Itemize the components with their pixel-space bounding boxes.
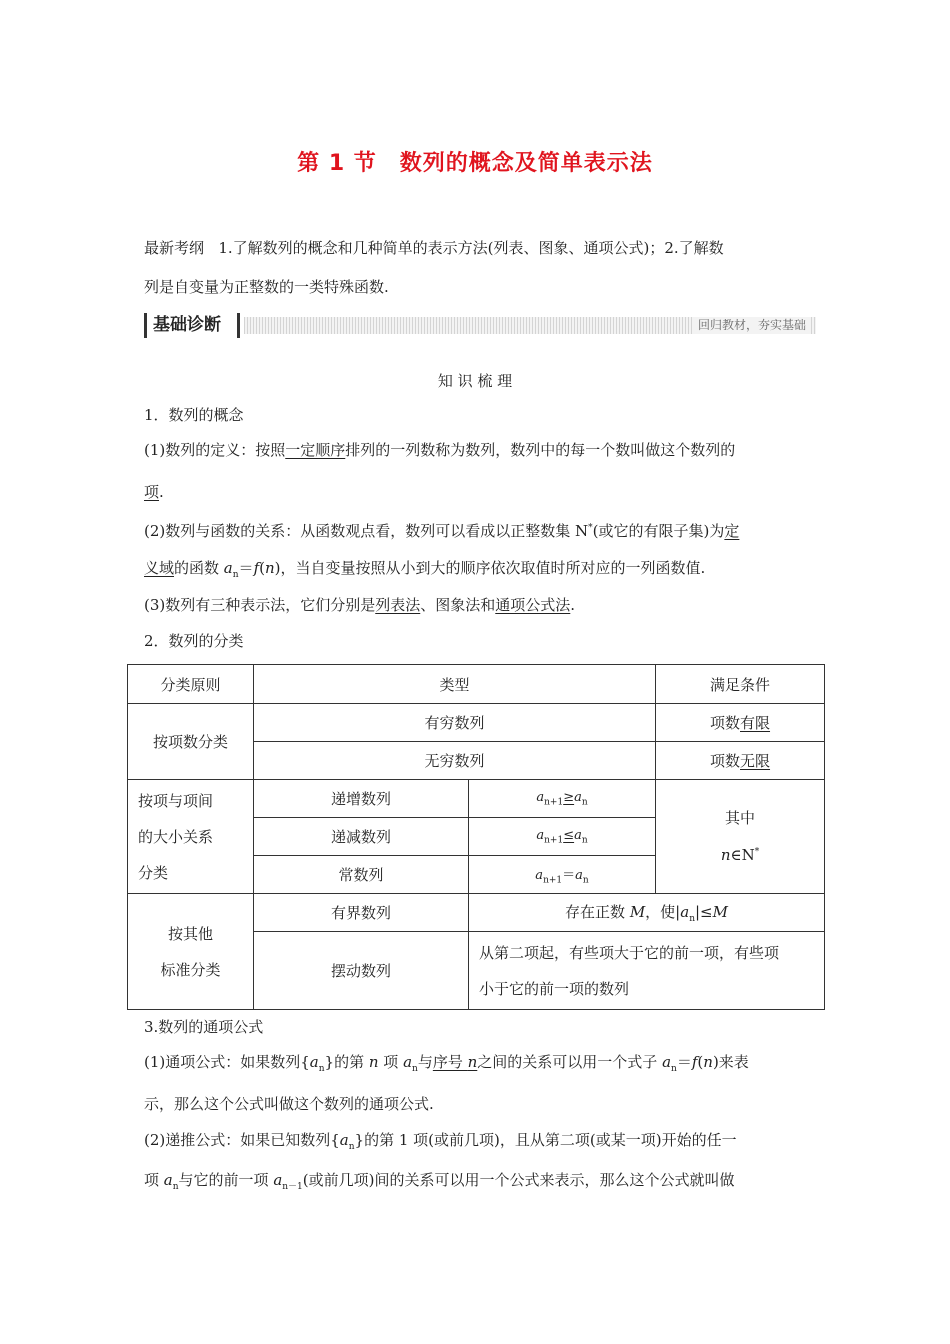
answer-blank: 一定顺序 <box>285 441 346 459</box>
table-row <box>128 704 825 742</box>
answer-blank: ≤ <box>563 827 575 843</box>
text: ，使| <box>645 903 681 921</box>
section-heading: 知 识 梳 理 <box>437 372 513 390</box>
answer-blank: 列表法 <box>375 596 421 614</box>
superscript: * <box>588 523 593 533</box>
math-symbol: n <box>467 1053 478 1071</box>
math-symbol: a <box>536 827 545 843</box>
text: 项数 <box>710 714 741 732</box>
cond-increasing <box>469 780 656 818</box>
answer-blank: 无限 <box>740 752 771 770</box>
sec3-heading: 3.数列的通项公式 <box>144 1018 264 1036</box>
answer-blank: 定 <box>724 522 740 540</box>
sec3-p1-line2: 示，那么这个公式叫做这个数列的通项公式. <box>144 1095 434 1113</box>
text: 从第二项起，有些项大于它的前一项，有些项 <box>479 943 780 962</box>
sec3-p2-line2 <box>144 1170 735 1197</box>
type-infinite: 无穷数列 <box>254 742 656 780</box>
text <box>656 835 824 872</box>
outline-line-2: 列是自变量为正整数的一类特殊函数. <box>144 278 389 296</box>
banner-tagline: 回归教材，夯实基础 <box>694 317 810 334</box>
subscript: n <box>412 1064 418 1074</box>
cond-note <box>656 780 825 894</box>
math-symbol: f <box>691 1053 698 1071</box>
math-symbol: a <box>574 827 582 843</box>
sec1-p1-line2 <box>144 482 164 502</box>
sec1-heading: 1．数列的概念 <box>144 406 244 424</box>
header-principle: 分类原则 <box>128 665 254 704</box>
table-row <box>128 780 825 818</box>
text: }的第 <box>324 1053 369 1071</box>
page-title: 第 1 节 数列的概念及简单表示法 <box>297 151 653 176</box>
outline-text-1: 1.了解数列的概念和几种简单的表示方法(列表、图象、通项公式)；2.了解数 <box>218 239 724 257</box>
text: ＝ <box>562 867 576 883</box>
math-symbol: a <box>403 1053 413 1071</box>
math-symbol: a <box>575 867 583 883</box>
text: (1)数列的定义：按照 <box>144 441 286 459</box>
type-oscillating: 摆动数列 <box>254 932 469 1010</box>
text: ∈N <box>730 846 755 864</box>
subscript: n <box>232 570 239 580</box>
answer-blank: 义域 <box>144 559 175 577</box>
type-constant: 常数列 <box>254 856 469 894</box>
sec1-p2-line1 <box>144 518 739 541</box>
math-symbol: n <box>368 1053 379 1071</box>
text: (2)递推公式：如果已知数列{ <box>144 1131 340 1149</box>
cond-infinite <box>656 742 825 780</box>
text: 之间的关系可以用一个式子 <box>477 1053 663 1071</box>
math-symbol: a <box>339 1131 349 1149</box>
subscript: n+1 <box>544 835 564 846</box>
text: (1)通项公式：如果数列{ <box>144 1053 310 1071</box>
math-symbol: n <box>264 559 275 577</box>
text: 按其他 <box>167 924 213 943</box>
text: (或它的有限子集)为 <box>592 522 725 540</box>
text: 与 <box>417 1053 433 1071</box>
text: 小于它的前一项的数列 <box>479 979 630 998</box>
text: 的函数 <box>174 559 224 577</box>
type-decreasing: 递减数列 <box>254 818 469 856</box>
text: (3)数列有三种表示法，它们分别是 <box>144 596 376 614</box>
section-banner <box>144 313 816 338</box>
math-symbol: a <box>536 789 545 805</box>
sec3-p2-line1 <box>144 1130 737 1157</box>
math-symbol: a <box>273 1171 283 1189</box>
cond-bounded <box>469 894 825 932</box>
math-symbol: n <box>703 1053 713 1071</box>
answer-blank: ≥ <box>563 789 575 805</box>
header-condition: 满足条件 <box>656 665 825 704</box>
text: 来表 <box>718 1053 749 1071</box>
text: 的大小关系 <box>138 827 214 846</box>
subscript: n <box>318 1064 325 1074</box>
text: 按项与项间 <box>138 791 214 810</box>
text: ＝ <box>238 559 254 577</box>
group-label-count: 按项数分类 <box>128 704 254 780</box>
text: ) <box>712 1053 719 1071</box>
cond-oscillating <box>469 932 825 1010</box>
superscript: * <box>754 847 760 857</box>
table-row <box>128 665 825 704</box>
answer-blank: 有限 <box>740 714 771 732</box>
sec1-p3 <box>144 595 575 615</box>
text: ＝ <box>676 1053 692 1071</box>
text: 与它的前一项 <box>178 1171 274 1189</box>
math-symbol: a <box>309 1053 319 1071</box>
subscript: n+1 <box>543 875 563 886</box>
math-symbol: a <box>223 559 233 577</box>
math-symbol: M <box>712 903 728 921</box>
subscript: n <box>348 1142 355 1152</box>
text: ，当自变量按照从小到大的顺序依次取值时所对应的一列函数值. <box>280 559 706 577</box>
subscript: n <box>581 835 588 846</box>
text: (2)数列与函数的关系：从函数观点看，数列可以看成以正整数集 N <box>144 522 589 540</box>
group-label-monotone <box>128 780 254 894</box>
group-label-other <box>128 894 254 1010</box>
text: 项 <box>378 1053 404 1071</box>
outline-label: 最新考纲 <box>144 239 205 257</box>
math-symbol: a <box>680 903 690 921</box>
cond-constant <box>469 856 656 894</box>
type-finite: 有穷数列 <box>254 704 656 742</box>
text: 其中 <box>725 809 756 827</box>
text: (或前几项)间的关系可以用一个公式来表示，那么这个公式就叫做 <box>302 1171 735 1189</box>
cond-decreasing <box>469 818 656 856</box>
text: . <box>159 483 164 501</box>
subscript: n <box>581 797 588 808</box>
math-symbol: a <box>662 1053 672 1071</box>
table-row <box>128 894 825 932</box>
sec3-p1-line1 <box>144 1052 749 1079</box>
subscript: n <box>689 914 695 924</box>
subscript: n－1 <box>282 1182 303 1192</box>
sec1-p2-line2 <box>144 558 705 585</box>
text: }的第 1 项(或前几项)，且从第二项(或某一项)开始的任一 <box>354 1131 737 1149</box>
subscript: n+1 <box>544 797 564 808</box>
text: ( <box>259 559 265 577</box>
classification-table <box>127 664 825 1010</box>
banner-label: 基础诊断 <box>144 313 240 338</box>
math-symbol: f <box>253 559 260 577</box>
text: . <box>570 596 576 614</box>
answer-blank: 项 <box>144 483 160 501</box>
subscript: n <box>172 1182 179 1192</box>
text: 、图象法和 <box>420 596 496 614</box>
text: 存在正数 <box>565 903 630 921</box>
text: 排列的一列数称为数列，数列中的每一个数叫做这个数列的 <box>345 441 736 459</box>
math-symbol: a <box>163 1171 173 1189</box>
subscript: n <box>671 1064 677 1074</box>
math-symbol: a <box>535 867 544 883</box>
text: ) <box>274 559 281 577</box>
cond-finite <box>656 704 825 742</box>
text: 项数 <box>710 752 741 770</box>
text: 项 <box>144 1171 164 1189</box>
math-symbol: n <box>720 846 731 864</box>
answer-blank: 通项公式法 <box>495 596 571 614</box>
subscript: n <box>582 875 589 886</box>
text: |≤ <box>694 903 713 921</box>
text: 分类 <box>138 863 169 882</box>
answer-blank <box>433 1053 477 1071</box>
text: 序号 <box>432 1053 468 1071</box>
text: ( <box>697 1053 704 1071</box>
header-type: 类型 <box>254 665 656 704</box>
text: 标准分类 <box>160 960 221 979</box>
outline-line-1 <box>144 238 724 258</box>
type-increasing: 递增数列 <box>254 780 469 818</box>
math-symbol: M <box>629 903 646 921</box>
sec1-p1-line1 <box>144 440 735 460</box>
sec2-heading: 2．数列的分类 <box>144 632 244 650</box>
math-symbol: a <box>574 789 582 805</box>
type-bounded: 有界数列 <box>254 894 469 932</box>
